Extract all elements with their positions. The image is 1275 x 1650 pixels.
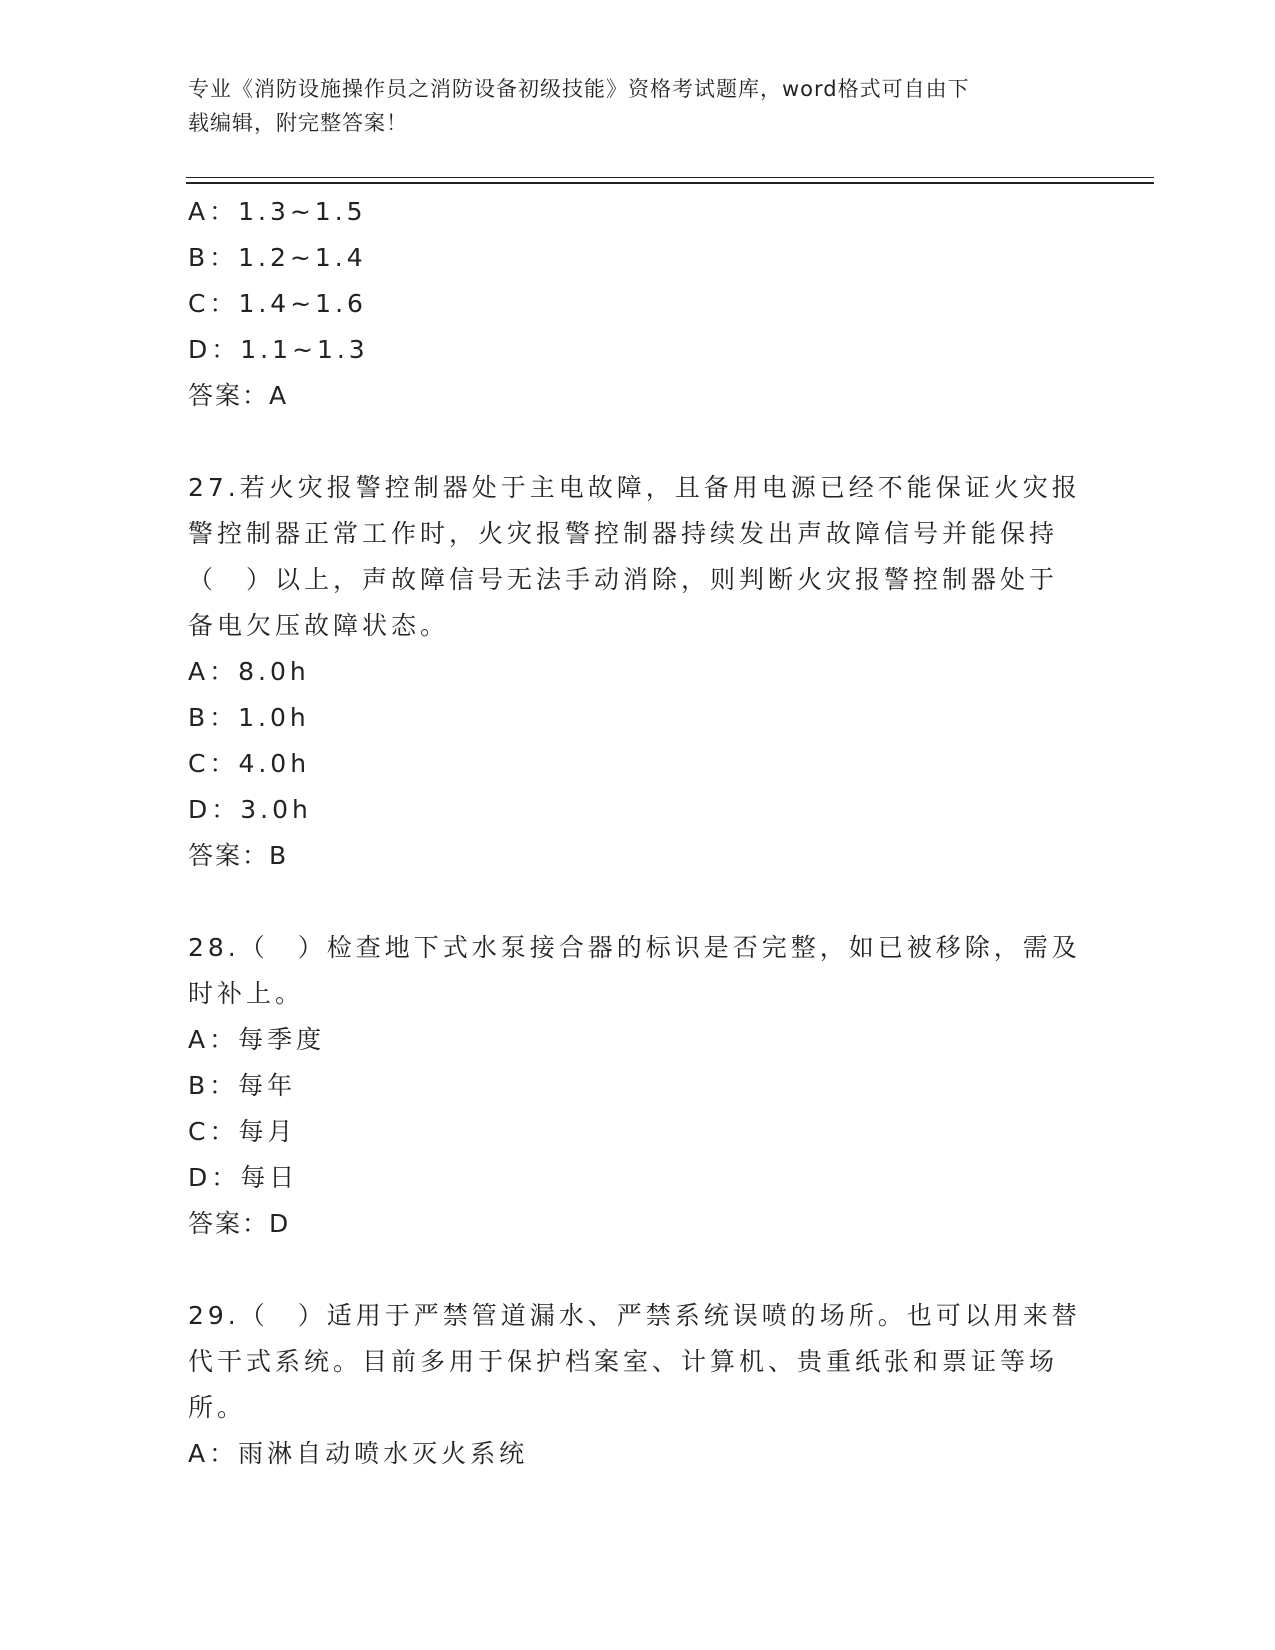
question-27	[188, 465, 1088, 879]
option-d: D：每日	[188, 1163, 299, 1192]
option-b: B：1.0h	[188, 703, 310, 732]
question-text-line: （ ）以上，声故障信号无法手动消除，则判断火灾报警控制器处于	[188, 565, 1059, 594]
answer: 答案：A	[188, 381, 289, 410]
question-text-line: 所。	[188, 1393, 247, 1422]
answer: 答案：B	[188, 841, 289, 870]
option-a: A：8.0h	[188, 657, 310, 686]
document-header	[188, 72, 1088, 140]
spacer	[188, 419, 1088, 465]
question-text-line: 28.（ ）检查地下式水泵接合器的标识是否完整，如已被移除，需及	[188, 933, 1081, 962]
option-d: D：3.0h	[188, 795, 312, 824]
question-text-line: 代干式系统。目前多用于保护档案室、计算机、贵重纸张和票证等场	[188, 1347, 1059, 1376]
question-text-line: 27.若火灾报警控制器处于主电故障，且备用电源已经不能保证火灾报	[188, 473, 1081, 502]
question-29	[188, 1293, 1088, 1477]
header-line-2: 载编辑，附完整答案！	[188, 111, 408, 135]
option-a: A：雨淋自动喷水灭火系统	[188, 1439, 529, 1468]
option-b: B：1.2~1.4	[188, 243, 367, 272]
question-text-line: 备电欠压故障状态。	[188, 611, 450, 640]
answer: 答案：D	[188, 1209, 291, 1238]
option-c: C：1.4~1.6	[188, 289, 367, 318]
header-rule-thin	[186, 177, 1154, 178]
option-b: B：每年	[188, 1071, 297, 1100]
question-text-line: 时补上。	[188, 979, 305, 1008]
header-rule-thick	[186, 182, 1154, 184]
option-a: A：每季度	[188, 1025, 326, 1054]
question-text-line: 29.（ ）适用于严禁管道漏水、严禁系统误喷的场所。也可以用来替	[188, 1301, 1081, 1330]
option-c: C：每月	[188, 1117, 297, 1146]
spacer	[188, 879, 1088, 925]
header-line-1: 专业《消防设施操作员之消防设备初级技能》资格考试题库，word格式可自由下	[188, 77, 970, 101]
question-28	[188, 925, 1088, 1247]
spacer	[188, 1247, 1088, 1293]
option-a: A：1.3~1.5	[188, 197, 367, 226]
question-text-line: 警控制器正常工作时，火灾报警控制器持续发出声故障信号并能保持	[188, 519, 1059, 548]
question-26	[188, 189, 1088, 419]
option-d: D：1.1~1.3	[188, 335, 369, 364]
question-list	[188, 189, 1088, 1477]
option-c: C：4.0h	[188, 749, 311, 778]
